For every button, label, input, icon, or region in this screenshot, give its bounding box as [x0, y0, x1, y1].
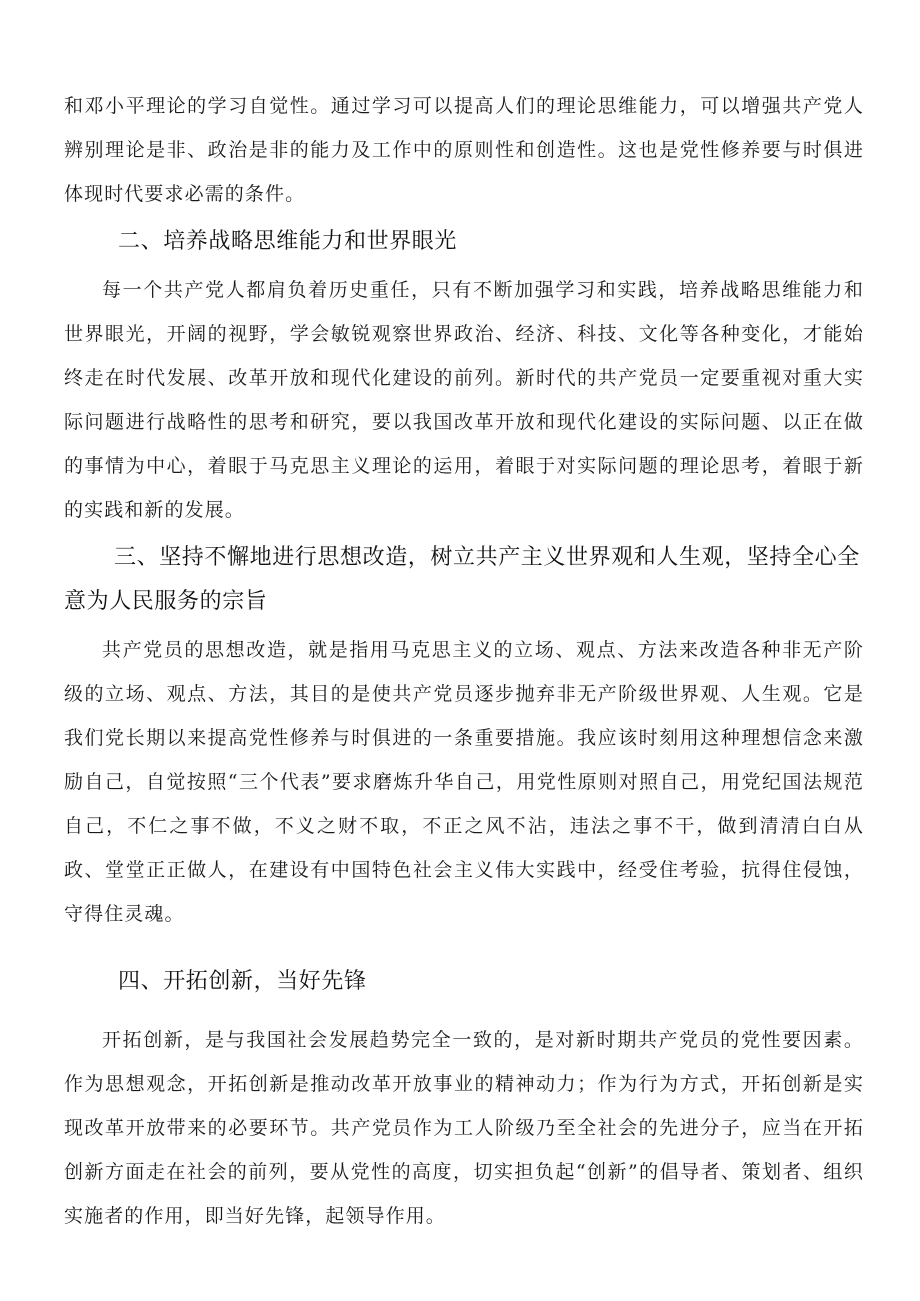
section-3-heading: 三、坚持不懈地进行思想改造，树立共产主义世界观和人生观，坚持全心全意为人民服务的宗旨: [64, 545, 860, 614]
section-2-heading: 二、培养战略思维能力和世界眼光: [118, 229, 458, 254]
section-2-paragraph: 每一个共产党人都肩负着历史重任，只有不断加强学习和实践，培养战略思维能力和世界眼光，开阔的视野，学会敏锐观察世界政治、经济、科技、文化等各种变化，才能始终走在时代发展、改革开放和现代化建设的前列。新时代的共产党员一定要重视对重大实际问题进行战略性的思考和研究，要以我国改革开放和现代化建设的实际问题、以正在做的事情为中心，着眼于马克思主义理论的运用，着眼于对实际问题的理论思考，着眼于新的实践和新的发展。: [64, 279, 864, 521]
section-4-heading: 四、开拓创新，当好先锋: [118, 969, 367, 994]
intro-paragraph: 和邓小平理论的学习自觉性。通过学习可以提高人们的理论思维能力，可以增强共产党人辨别理论是非、政治是非的能力及工作中的原则性和创造性。这也是党性修养要与时俱进体现时代要求必需的条件。: [64, 95, 864, 205]
section-4-paragraph: 开拓创新，是与我国社会发展趋势完全一致的，是对新时期共产党员的党性要因素。作为思想观念，开拓创新是推动改革开放事业的精神动力；作为行为方式，开拓创新是实现改革开放带来的必要环节。共产党员作为工人阶级乃至全社会的先进分子，应当在开拓创新方面走在社会的前列，要从党性的高度，切实担负起“创新”的倡导者、策划者、组织实施者的作用，即当好先锋，起领导作用。: [64, 1029, 864, 1227]
document-page: [64, 84, 864, 1238]
section-3-paragraph: 共产党员的思想改造，就是指用马克思主义的立场、观点、方法来改造各种非无产阶级的立场、观点、方法，其目的是使共产党员逐步抛弃非无产阶级世界观、人生观。它是我们党长期以来提高党性修养与时俱进的一条重要措施。我应该时刻用这种理想信念来激励自己，自觉按照“三个代表”要求磨炼升华自己，用党性原则对照自己，用党纪国法规范自己，不仁之事不做，不义之财不取，不正之风不沾，违法之事不干，做到清清白白从政、堂堂正正做人，在建设有中国特色社会主义伟大实践中，经受住考验，抗得住侵蚀，守得住灵魂。: [64, 639, 864, 925]
